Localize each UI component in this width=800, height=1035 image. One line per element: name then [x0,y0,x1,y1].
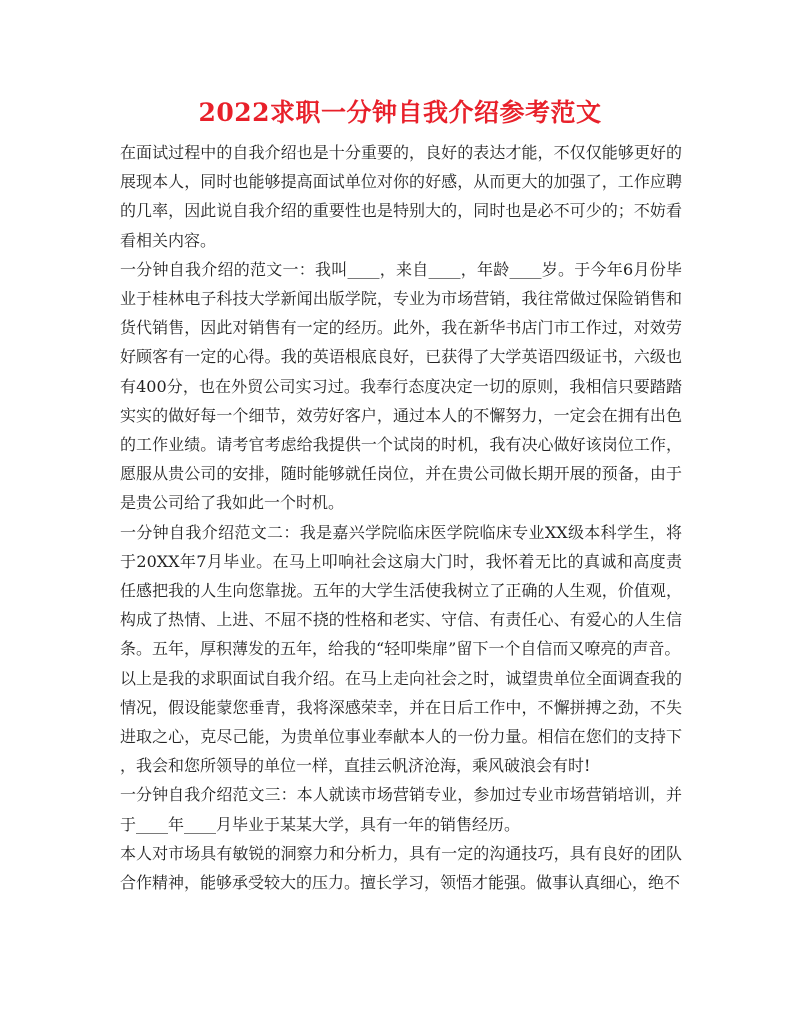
paragraph-sample-two: 一分钟自我介绍范文二：我是嘉兴学院临床医学院临床专业XX级本科学生，将于20XX年7月毕业。在马上叩响社会这扇大门时，我怀着无比的真诚和高度责任感把我的人生向您靠拢。五年的大学生活使我树立了正确的人生观，价值观，构成了热情、上进、不屈不挠的性格和老实、守信、有责任心、有爱心的人生信条。五年，厚积薄发的五年，给我的“轻叩柴扉”留下一个自信而又嘹亮的声音。 [120,522,682,659]
paragraph-closing: 以上是我的求职面试自我介绍。在马上走向社会之时，诚望贵单位全面调查我的情况，假设能蒙您垂青，我将深感荣幸，并在日后工作中，不懈拼搏之劲，不失进取之心，克尽己能，为贵单位事业奉献本人的一份力量。相信在您们的支持下，我会和您所领导的单位一样，直挂云帆济沧海，乘风破浪会有时! [120,668,682,776]
document-body [120,138,682,897]
paragraph-intro: 在面试过程中的自我介绍也是十分重要的，良好的表达才能，不仅仅能够更好的展现本人，同时也能够提高面试单位对你的好感，从而更大的加强了，工作应聘的几率，因此说自我介绍的重要性也是特别大的，同时也是必不可少的；不妨看看相关内容。 [120,143,682,250]
paragraph-sample-three-continued: 本人对市场具有敏锐的洞察力和分析力，具有一定的沟通技巧，具有良好的团队合作精神，能够承受较大的压力。擅长学习，领悟才能强。做事认真细心，绝不 [120,843,682,893]
document-title: 2022求职一分钟自我介绍参考范文 [198,98,602,127]
paragraph-sample-one: 一分钟自我介绍的范文一：我叫____，来自____，年龄____岁。于今年6月份毕业于桂林电子科技大学新闻出版学院，专业为市场营销，我往常做过保险销售和货代销售，因此对销售有一定的经历。此外，我在新华书店门市工作过，对效劳好顾客有一定的心得。我的英语根底良好，已获得了大学英语四级证书，六级也有400分，也在外贸公司实习过。我奉行态度决定一切的原则，我相信只要踏踏实实的做好每一个细节，效劳好客户，通过本人的不懈努力，一定会在拥有出色的工作业绩。请考官考虑给我提供一个试岗的时机，我有决心做好该岗位工作，愿服从贵公司的安排，随时能够就任岗位，并在贵公司做长期开展的预备，由于是贵公司给了我如此一个时机。 [120,259,682,513]
paragraph-sample-three: 一分钟自我介绍范文三：本人就读市场营销专业，参加过专业市场营销培训，并于____年____月毕业于某某大学，具有一年的销售经历。 [120,785,682,834]
